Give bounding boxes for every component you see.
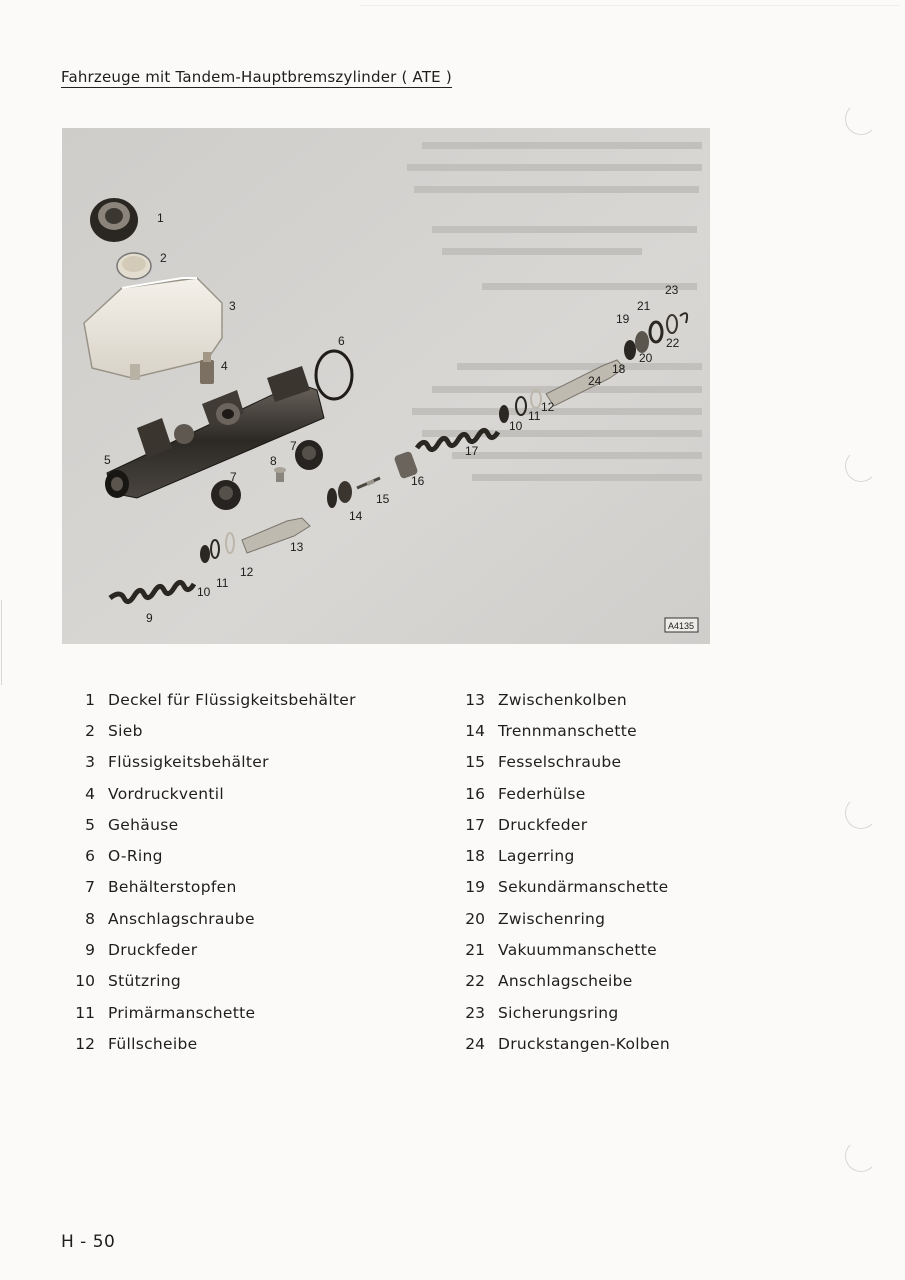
callout-7b: 7 (230, 470, 237, 484)
legend-number: 4 (85, 784, 95, 803)
binder-hole-mark (845, 450, 877, 482)
callout-23: 23 (665, 283, 679, 297)
callout-12a: 12 (240, 565, 254, 579)
legend-item (448, 966, 708, 997)
callout-3: 3 (229, 299, 236, 313)
page-number: H - 50 (61, 1232, 116, 1252)
binder-hole-mark (845, 797, 877, 829)
legend-item (448, 809, 708, 840)
legend-item (448, 872, 708, 903)
legend-item (58, 997, 388, 1028)
scan-top-rule (360, 5, 900, 6)
scan-edge-line (1, 600, 2, 685)
callout-10a: 10 (197, 585, 211, 599)
callout-15: 15 (376, 492, 390, 506)
legend-number: 3 (85, 753, 95, 772)
callout-10b: 10 (509, 419, 523, 433)
legend-item (58, 934, 388, 965)
binder-hole-mark (845, 1140, 877, 1172)
legend-item (58, 966, 388, 997)
legend-label: O-Ring (108, 847, 163, 866)
callout-14: 14 (349, 509, 363, 523)
legend-number: 18 (465, 847, 485, 866)
part-cap (90, 198, 138, 242)
legend-label: Federhülse (498, 784, 586, 803)
callout-5: 5 (104, 453, 111, 467)
callout-16: 16 (411, 474, 425, 488)
legend-item (58, 684, 388, 715)
legend-right (448, 684, 708, 1060)
legend-label: Fesselschraube (498, 753, 622, 772)
legend-left (58, 684, 388, 1060)
legend-label: Lagerring (498, 847, 575, 866)
legend-item (58, 903, 388, 934)
legend-label: Trennmanschette (498, 721, 637, 740)
legend-number: 21 (465, 941, 485, 960)
legend-item (448, 840, 708, 871)
legend-label: Sekundärmanschette (498, 878, 669, 897)
callout-1: 1 (157, 211, 164, 225)
callout-20: 20 (639, 351, 653, 365)
legend-item (58, 747, 388, 778)
legend-label: Sieb (108, 721, 143, 740)
legend-item (58, 778, 388, 809)
legend-number: 6 (85, 847, 95, 866)
legend-item (448, 778, 708, 809)
legend-item (448, 1028, 708, 1059)
callout-7a: 7 (290, 439, 297, 453)
legend-label: Zwischenring (498, 909, 606, 928)
legend-label: Zwischenkolben (498, 690, 627, 709)
callout-17: 17 (465, 444, 479, 458)
binder-hole-mark (845, 103, 877, 135)
legend-number: 19 (465, 878, 485, 897)
page-title: Fahrzeuge mit Tandem-Hauptbremszylinder ( ATE ) (61, 68, 452, 86)
legend-number: 2 (85, 721, 95, 740)
legend-item (58, 1028, 388, 1059)
legend-number: 10 (75, 972, 95, 991)
legend-item (448, 747, 708, 778)
callout-11a: 11 (216, 576, 229, 590)
legend-item (58, 809, 388, 840)
legend-label: Stützring (108, 972, 181, 991)
callout-6: 6 (338, 334, 345, 348)
legend-number: 14 (465, 721, 485, 740)
callout-9: 9 (146, 611, 153, 625)
callout-21: 21 (637, 299, 651, 313)
legend-number: 5 (85, 815, 95, 834)
callout-18: 18 (612, 362, 626, 376)
legend-label: Druckfeder (498, 815, 588, 834)
legend-number: 13 (465, 690, 485, 709)
callout-4: 4 (221, 359, 228, 373)
legend-label: Füllscheibe (108, 1034, 198, 1053)
legend-label: Primärmanschette (108, 1003, 256, 1022)
legend-number: 22 (465, 972, 485, 991)
figure-ref: A4135 (668, 621, 695, 631)
legend-number: 16 (465, 784, 485, 803)
legend-number: 1 (85, 690, 95, 709)
callout-8: 8 (270, 454, 277, 468)
part-strainer (117, 253, 151, 279)
legend-label: Anschlagscheibe (498, 972, 633, 991)
legend-number: 9 (85, 941, 95, 960)
legend-item (58, 872, 388, 903)
legend-item (448, 997, 708, 1028)
legend-number: 11 (75, 1003, 95, 1022)
callout-11b: 11 (528, 409, 541, 423)
legend-number: 8 (85, 909, 95, 928)
callout-12b: 12 (541, 400, 555, 414)
legend-label: Flüssigkeitsbehälter (108, 753, 269, 772)
legend-number: 7 (85, 878, 95, 897)
legend-label: Gehäuse (108, 815, 179, 834)
legend-label: Anschlagschraube (108, 909, 255, 928)
legend-item (58, 715, 388, 746)
legend-number: 15 (465, 753, 485, 772)
legend-item (448, 903, 708, 934)
callout-2: 2 (160, 251, 167, 265)
legend-label: Vordruckventil (108, 784, 224, 803)
legend-number: 23 (465, 1003, 485, 1022)
callout-22: 22 (666, 336, 680, 350)
legend-number: 20 (465, 909, 485, 928)
legend-label: Behälterstopfen (108, 878, 237, 897)
legend-label: Sicherungsring (498, 1003, 619, 1022)
legend-number: 12 (75, 1034, 95, 1053)
legend-label: Druckfeder (108, 941, 198, 960)
callout-13: 13 (290, 540, 304, 554)
legend-number: 24 (465, 1034, 485, 1053)
exploded-view-photo (62, 128, 710, 644)
legend-label: Druckstangen-Kolben (498, 1034, 670, 1053)
legend-number: 17 (465, 815, 485, 834)
legend-item (448, 715, 708, 746)
legend-label: Vakuummanschette (498, 941, 658, 960)
legend-item (448, 934, 708, 965)
callout-19: 19 (616, 312, 630, 326)
legend-item (58, 840, 388, 871)
legend-label: Deckel für Flüssigkeitsbehälter (108, 690, 356, 709)
callout-24: 24 (588, 374, 602, 388)
legend-item (448, 684, 708, 715)
